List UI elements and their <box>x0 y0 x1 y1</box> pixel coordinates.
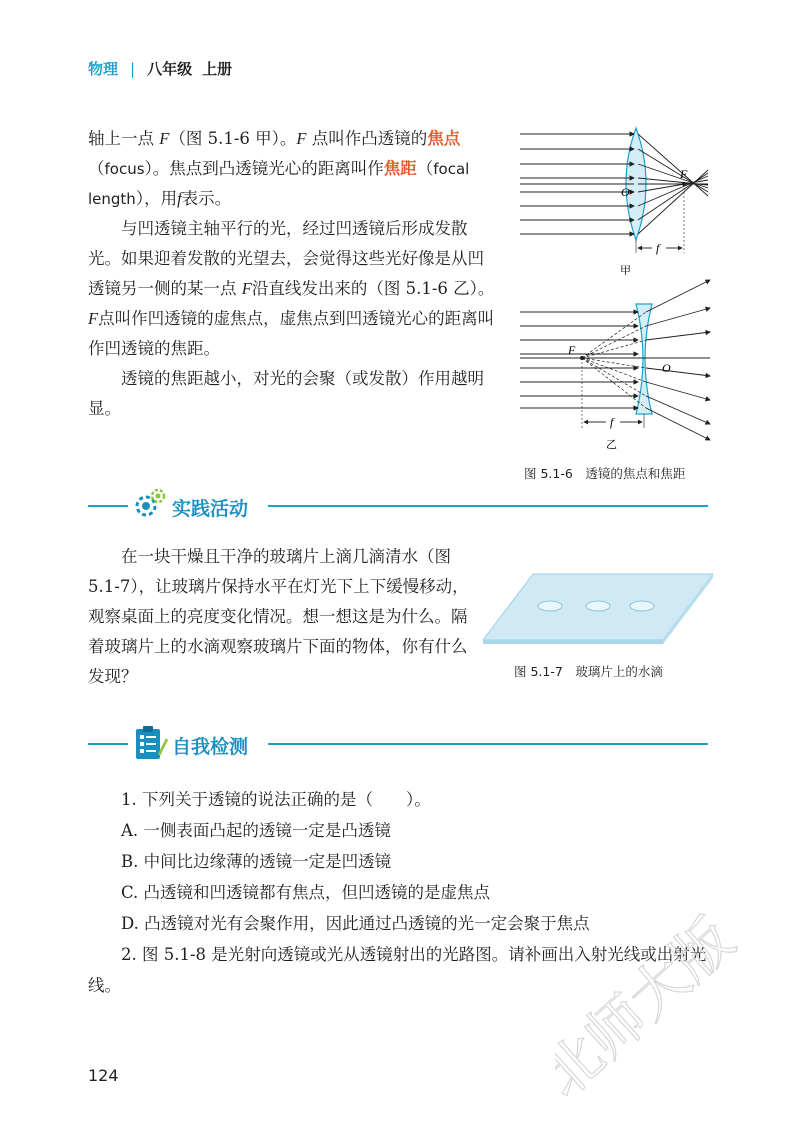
water-drop <box>630 601 654 611</box>
running-header <box>88 58 232 79</box>
option-d: D. 凸透镜对光有会聚作用，因此通过凸透镜的光一定会聚于焦点 <box>121 914 590 933</box>
section-line-left <box>88 505 128 507</box>
sub-label-b: 乙 <box>606 438 617 451</box>
question-2: 2. 图 5.1-8 是光射向透镜或光从透镜射出的光路图。请补画出入射光线或出射光线。 <box>88 945 707 995</box>
convex-lens-diagram <box>520 128 708 277</box>
question-1: 1. 下列关于透镜的说法正确的是（ ）。 <box>121 790 431 809</box>
section-line-right <box>268 505 708 507</box>
publisher-watermark <box>555 880 800 1120</box>
paragraph-concave: 与凹透镜主轴平行的光，经过凹透镜后形成发散光。如果迎着发散的光望去，会觉得这些光好像是从凹透镜另一侧的某一点 F沿直线发出来的（图 5.1-6 乙）。F点叫作凹透镜的虚焦点，虚焦点到凹透镜光心的距离叫作凹透镜的焦距。 <box>88 219 495 358</box>
water-drop <box>538 601 562 611</box>
label-focal-concave: f <box>610 415 614 429</box>
paragraph-conclusion: 透镜的焦距越小，对光的会聚（或发散）作用越明显。 <box>88 369 484 418</box>
paragraph-focus: 轴上一点 F（图 5.1-6 甲）。F 点叫作凸透镜的焦点（focus）。焦点到凸透镜光心的距离叫作焦距（focal length），用f表示。 <box>88 129 470 208</box>
label-o-concave: O <box>662 361 671 375</box>
volume-label: 上册 <box>202 60 233 78</box>
practice-section-header <box>88 486 708 526</box>
label-focal: f <box>656 241 660 255</box>
label-f-virtual: F <box>568 343 576 357</box>
term-focus: 焦点 <box>427 129 461 148</box>
water-drop <box>586 601 610 611</box>
figure-5-1-6 <box>510 118 730 462</box>
option-c: C. 凸透镜和凹透镜都有焦点，但凹透镜的是虚焦点 <box>121 883 491 902</box>
page-number: 124 <box>88 1066 119 1085</box>
term-focal-length: 焦距 <box>383 159 417 178</box>
section-line-left <box>88 743 128 745</box>
practice-text: 在一块干燥且干净的玻璃片上滴几滴清水（图 5.1-7），让玻璃片保持水平在灯光下上下缓慢移动，观察桌面上的亮度变化情况。想一想这是为什么。隔着玻璃片上的水滴观察玻璃片下面的物体，你有什么发现？ <box>88 547 469 686</box>
main-text <box>88 124 498 424</box>
label-o: O <box>621 185 630 199</box>
header-separator: | <box>130 60 136 78</box>
gear-icon <box>132 486 168 526</box>
selftest-section-header <box>88 724 708 764</box>
watermark-text: 北师大版 <box>555 904 747 1111</box>
grade-label: 八年级 <box>147 60 193 78</box>
option-a: A. 一侧表面凸起的透镜一定是凸透镜 <box>121 821 391 840</box>
selftest-title: 自我检测 <box>172 736 249 758</box>
figure-5-1-7-caption: 图 5.1-7 玻璃片上的水滴 <box>514 664 663 679</box>
figure-5-1-6-caption: 图 5.1-6 透镜的焦点和焦距 <box>524 466 686 481</box>
label-f: F <box>680 167 688 181</box>
option-b: B. 中间比边缘薄的透镜一定是凹透镜 <box>121 852 392 871</box>
clipboard-icon <box>132 724 168 766</box>
subject-label: 物理 <box>88 60 119 78</box>
practice-title: 实践活动 <box>172 498 249 520</box>
section-line-right <box>268 743 708 745</box>
concave-lens-diagram <box>520 280 710 451</box>
sub-label-a: 甲 <box>620 264 631 277</box>
lens-diagrams <box>510 118 730 458</box>
glass-plate-figure <box>478 568 718 648</box>
